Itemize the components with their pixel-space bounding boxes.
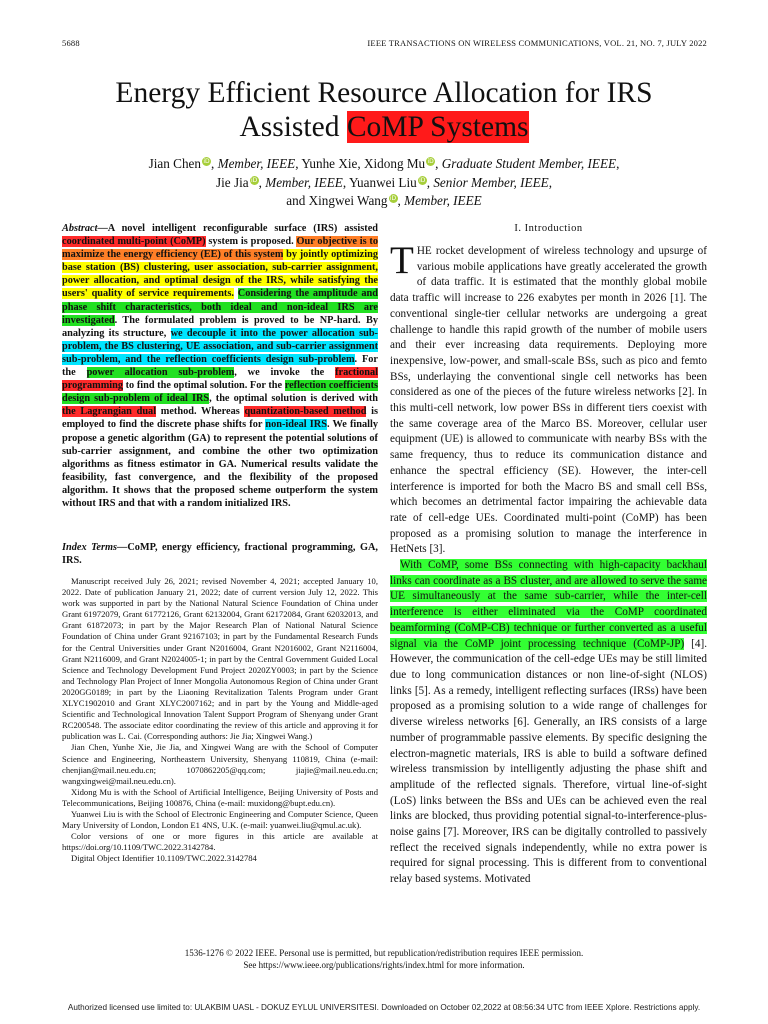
orcid-icon[interactable]: iD bbox=[427, 158, 434, 165]
footnote-affiliation: Jian Chen, Yunhe Xie, Jie Jia, and Xingwei Wang are with the School of Computer Science and Engineering, Northeastern University, Shenyang 110819, China (e-mail: chenjian@mail.neu.edu.cn; 1070862205@qq.com; jiajie@mail.neu.edu.cn; wangxingwei@mail.neu.edu.cn). bbox=[62, 742, 378, 786]
title-line-1: Energy Efficient Resource Allocation for IRS bbox=[115, 77, 653, 109]
page-number: 5688 bbox=[62, 38, 80, 48]
footnote-doi[interactable]: Digital Object Identifier 10.1109/TWC.2022.3142784 bbox=[71, 853, 257, 864]
footnote-color-versions[interactable]: Color versions of one or more figures in this article are available at https://doi.org/10.1109/TWC.2022.3142784. bbox=[62, 831, 378, 853]
abstract: Abstract—A novel intelligent reconfigurable surface (IRS) assisted coordinated multi-point (CoMP) system is proposed. Our objective is to maximize the energy efficiency (EE) of this system by jointly optimizing base station (BS) clustering, user association, sub-carrier assignment, power allocation, and optimal design of the IRS, while satisfying the users' quality of service requirements. Considering the amplitude and phase shift characteristics, both ideal and non-ideal IRS are investigated. The formulated problem is proved to be NP-hard. By analyzing its structure, we decouple it into the power allocation sub-problem, the BS clustering, UE association, and sub-carrier assignment sub-problem, and the reflection coefficients design sub-problem. For the power allocation sub-problem, we invoke the fractional programming to find the optimal solution. For the reflection coefficients design sub-problem of ideal IRS, the optimal solution is derived with the Lagrangian dual method. Whereas quantization-based method is employed to find the discrete phase shifts for non-ideal IRS. We finally propose a genetic algorithm (GA) to represent the potential solutions of sub-carrier assignment, and combine the other two optimization algorithms as fitness estimator in GA. Numerical results validate the feasibility, fast convergence, and the flexibility of the proposed algorithm. It shows that the proposed scheme outperform the system without IRS and that with a random initialized IRS. bbox=[62, 223, 379, 509]
abstract-label: Abstract bbox=[62, 223, 98, 234]
footnote-manuscript: Manuscript received July 26, 2021; revised November 4, 2021; accepted January 10, 2022. Date of publication January 21, 2022; date of current version July 12, 2022. This work was supported in part by the National Natural Science Foundation of China under Grant 61972079, Grant 61772126, Grant 62132004, Grant 62172084, Grant 62032013, and Grant 61872073; in part by the Major Research Plan of National Natural Science Foundation of China under Grant 92167103; in part by the Fundamental Research Funds for the Central Universities under Grant N2016004, Grant N2016002, Grant N2116004, Grant N2116009, and Grant N2024005-1; in part by the Central Government Guided Local Science and Technology Development Fund Project 2020ZY0003; in part by the Science and Technology Plan Project of Inner Mongolia Autonomous Region of China under Grant 2020GG0189; in part by the Liaoning Revitalization Talents Program under Grant XLYC1902010 and Grant XLYC2007162; and in part by the Young and Middle-aged Scientific and Technological Innovation Talent Support Program of Shenyang under Grant RC200548. The associate editor coordinating the review of this article and approving it for publication was L. Cai. (Corresponding authors: Jie Jia; Xingwei Wang.) bbox=[62, 576, 378, 742]
title-highlight: CoMP Systems bbox=[346, 111, 529, 143]
footnote-affiliation: Xidong Mu is with the School of Artificial Intelligence, Beijing University of Posts and Telecommunications, Beijing 100876, China (e-mail: muxidong@bupt.edu.cn). bbox=[62, 786, 378, 808]
orcid-icon[interactable]: iD bbox=[250, 176, 258, 184]
author-name: Jie Jia bbox=[216, 174, 249, 190]
author-name: Yunhe Xie, Xidong Mu bbox=[301, 156, 426, 171]
orcid-icon[interactable]: iD bbox=[389, 195, 397, 202]
author-name: Jian Chen bbox=[148, 156, 201, 171]
section-heading: I. Introduction bbox=[514, 223, 583, 234]
footnote-affiliation: Yuanwei Liu is with the School of Electronic Engineering and Computer Science, Queen Mary University of London, London E1 4NS, U.K. (e-mail: yuanwei.liu@qmul.ac.uk). bbox=[62, 808, 378, 831]
drop-cap: T bbox=[390, 239, 414, 282]
footnotes bbox=[62, 576, 378, 864]
paper-title bbox=[60, 76, 708, 144]
index-terms: Index Terms—CoMP, energy efficiency, fractional programming, GA, IRS. bbox=[62, 542, 378, 567]
license-bar: Authorized licensed use limited to: ULAKBIM UASL - DOKUZ EYLUL UNIVERSITESI. Downloaded on October 02,2022 at 08:56:34 UTC from IEEE Xplore. Restrictions apply. bbox=[67, 1003, 701, 1012]
orcid-icon[interactable]: iD bbox=[419, 176, 426, 184]
intro-paragraph-1: THE rocket development of wireless technology and upsurge of various mobile applications have greatly accelerated the growth of data traffic. It is estimated that the monthly global mobile data traffic will increase to 226 exabytes per month in 2026 [1]. The conventional single-tier cellular networks are undergoing a great challenge to handle this rapid growth of the number of mobile users and their ever increasing data requirements. Deploying more inexpensive, low-power, and small-scale BSs, such as pico and femto BSs, underlaying the conventional single cell networks has been considered as one of the pieces of the future wireless networks [2]. In this multi-cell network, low power BSs in different tiers coexist with the same coverage area of the Marco BS. Moreover, cellular user equipment (UE) is allowed to communicate with nearby BSs with the same frequency, thus to reduce its communication distance and enhance the spectral efficiency (SE). However, the inter-cell interference is imported for both the Macro BS and small cell BSs, which becomes an detrimental factor impairing the achievable data rate of cell-edge UEs. Coordinated multi-point (CoMP) has been proposed as a promising solution to manage the interference in HetNets [3]. bbox=[390, 239, 707, 556]
author-name: and Xingwei Wang bbox=[286, 193, 388, 208]
author-name: Yuanwei Liu bbox=[348, 174, 417, 190]
author-list: Jian Chen iD, Member, IEEE, Yunhe Xie, Xidong Mu iD, Graduate Student Member, IEEE, Jie Jia iD, Member, IEEE, Yuanwei Liu iD, Senior Member, IEEE, and Xingwei Wang iD, Member, IEEE bbox=[148, 156, 620, 208]
copyright-notice: 1536-1276 © 2022 IEEE. Personal use is permitted, but republication/redistribution requires IEEE permission. See https://www.ieee.org/publications/rights/index.html for more information. bbox=[60, 947, 708, 971]
journal-header: IEEE TRANSACTIONS ON WIRELESS COMMUNICATIONS, VOL. 21, NO. 7, JULY 2022 bbox=[367, 38, 707, 48]
rights-link[interactable]: See https://www.ieee.org/publications/rights/index.html for more information. bbox=[243, 960, 525, 970]
intro-paragraph-2: With CoMP, some BSs connecting with high-capacity backhaul links can coordinate as a BS cluster, and are allowed to serve the same UE simultaneously at the same sub-carrier, while the inter-cell interference is either eliminated via the CoMP coordinated beamforming (CoMP-CB) technique or further converted as a useful signal via the CoMP joint processing technique (CoMP-JP) [4]. However, the communication of the cell-edge UEs may be still limited due to long communication distances or non line-of-sight (NLOS) links [5]. As a remedy, intelligent reflecting surfaces (IRSs) have been proposed as a promising solution to a wide range of challenges for diverse wireless networks [6]. Generally, an IRS consists of a large number of programmable passive elements. By specific designing the electron-magnetic materials, IRS is able to build a software defined wireless transmission by intelligently adjusting the phase shift and amplitude of the reflected signals. Therefore, virtual line-of-sight (LoS) links between the BSs and UEs can be achieved even the real links are blocked, thus providing potential signal-to-interference-plus-noise gains [7]. Moreover, IRS can be digitally controlled to passively reflect the received signals independently, while no extra power is required for signal processing. This is different from to conventional relay based systems. Motivated bbox=[390, 559, 707, 886]
title-line-2: Assisted CoMP Systems bbox=[239, 111, 529, 143]
introduction-body bbox=[390, 239, 707, 888]
orcid-icon[interactable]: iD bbox=[203, 158, 210, 165]
